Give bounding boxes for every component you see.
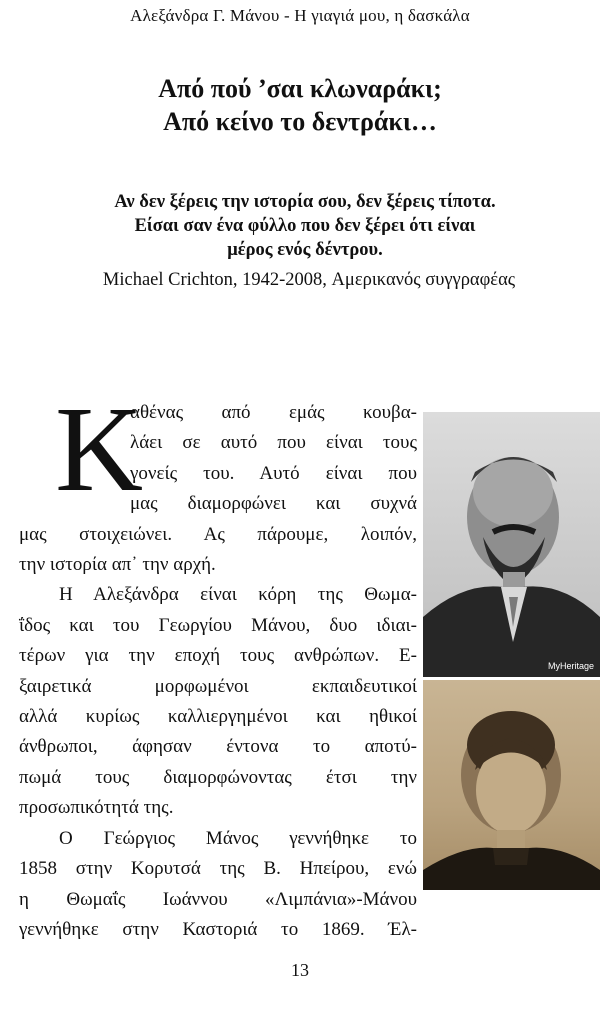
body-line: προσωπικότητά της. bbox=[19, 797, 174, 819]
body-line: πωμά τους διαμορφώνοντας έτσι την bbox=[19, 766, 417, 788]
epigraph-line-3: μέρος ενός δέντρου. bbox=[227, 240, 383, 260]
portrait-man-illustration bbox=[423, 412, 600, 677]
body-line: γεννήθηκε στην Καστοριά το 1869. Έλ- bbox=[19, 918, 417, 940]
body-line: γονείς του. Αυτό είναι που bbox=[130, 462, 417, 484]
photo-watermark: MyHeritage bbox=[547, 661, 594, 671]
chapter-title-line-1: Από πού ’σαι κλωναράκι; bbox=[158, 74, 442, 103]
chapter-title-line-2: Από κείνο το δεντράκι… bbox=[163, 107, 437, 136]
body-line: μας διαμορφώνει και συχνά bbox=[130, 493, 417, 515]
body-line: την ιστορία απ᾽ την αρχή. bbox=[19, 554, 216, 576]
epigraph-line-2: Είσαι σαν ένα φύλλο που δεν ξέρει ότι είναι bbox=[134, 216, 476, 236]
chapter-title bbox=[0, 72, 600, 138]
epigraph-line-1: Αν δεν ξέρεις την ιστορία σου, δεν ξέρεις τίποτα. bbox=[114, 192, 496, 212]
body-line: λάει σε αυτό που είναι τους bbox=[130, 432, 417, 454]
body-line: Η Αλεξάνδρα είναι κόρη της Θωμα- bbox=[59, 584, 417, 606]
body-line: άνθρωποι, άφησαν έντονα το αποτύ- bbox=[19, 736, 417, 758]
portrait-photo-woman bbox=[423, 680, 600, 890]
drop-cap: Κ bbox=[55, 382, 144, 517]
body-line: 1858 στην Κορυτσά της Β. Ηπείρου, ενώ bbox=[19, 858, 417, 880]
body-line: ξαιρετικά μορφωμένοι εκπαιδευτικοί bbox=[19, 675, 417, 697]
body-line: ΐδος και του Γεωργίου Μάνου, δυο ιδιαι- bbox=[19, 614, 417, 636]
body-line: αθένας από εμάς κουβα- bbox=[130, 402, 417, 423]
running-head: Αλεξάνδρα Γ. Μάνου - Η γιαγιά μου, η δασκάλα bbox=[130, 6, 470, 25]
epigraph-attribution: Michael Crichton, 1942-2008, Αμερικανός συγγραφέας bbox=[102, 270, 516, 290]
body-line: αλλά κυρίως καλλιεργημένοι και ηθικοί bbox=[19, 706, 417, 728]
page-number: 13 bbox=[291, 960, 309, 980]
portrait-photo-man bbox=[423, 412, 600, 677]
body-text bbox=[19, 382, 417, 945]
portrait-woman-illustration bbox=[423, 680, 600, 890]
epigraph bbox=[40, 190, 570, 262]
body-line: Ο Γεώργιος Μάνος γεννήθηκε το bbox=[59, 827, 417, 849]
body-line: τέρων για την εποχή τους ανθρώπων. Ε- bbox=[19, 645, 417, 667]
body-line: η Θωμαΐς Ιωάννου «Λιμπάνια»-Μάνου bbox=[19, 888, 417, 910]
body-line: μας στοιχειώνει. Ας πάρουμε, λοιπόν, bbox=[19, 523, 417, 545]
